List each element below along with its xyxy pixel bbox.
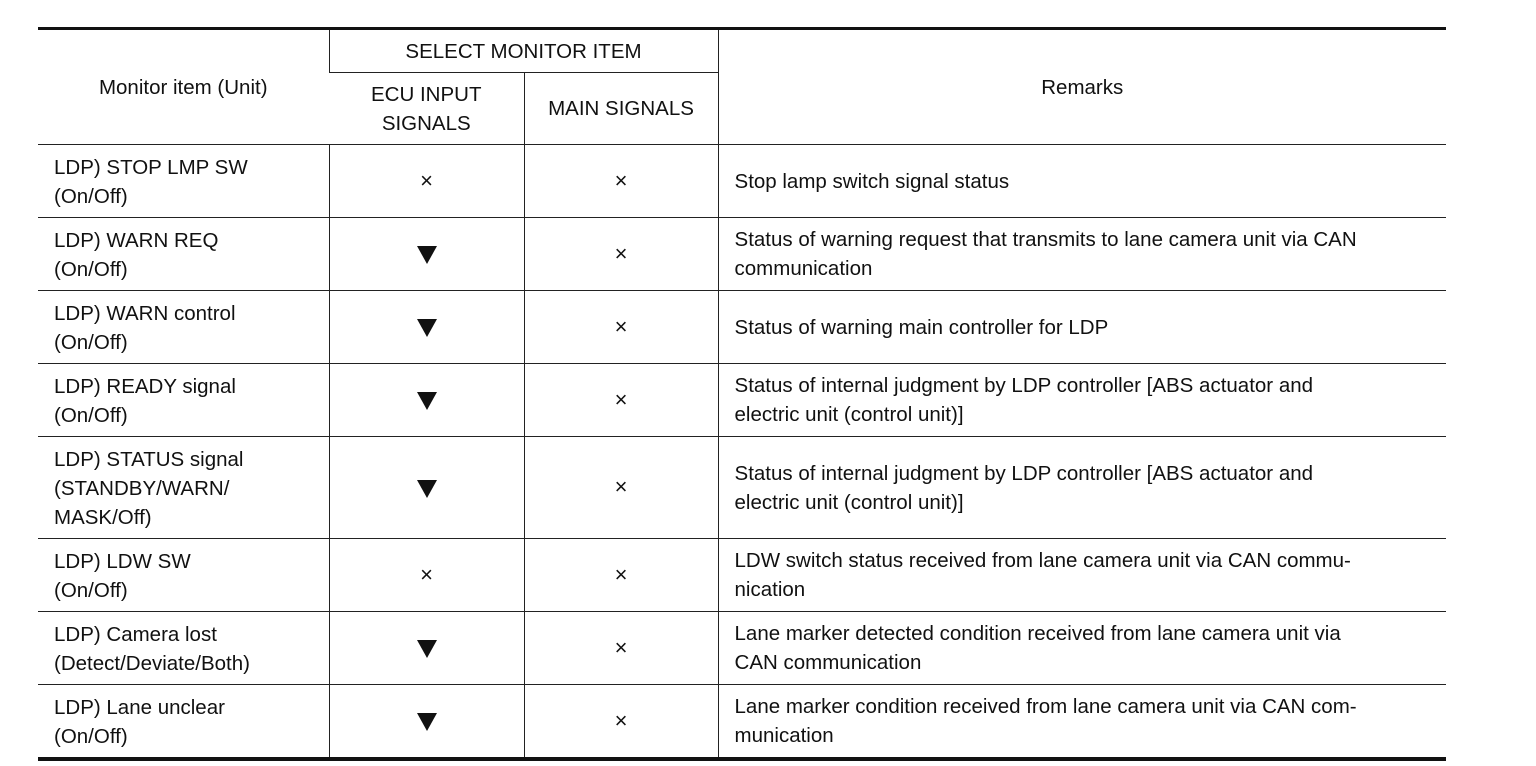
main-signals-cell [524,437,718,539]
monitor-item-text: (On/Off) [54,403,128,427]
monitor-item-text: (STANDBY/WARN/ [54,476,230,500]
main-signals-cell [524,539,718,612]
monitor-item-cell [38,145,329,218]
ecu-input-cell [329,539,524,612]
header-ecu-input-signals [329,73,524,145]
filled-down-triangle-icon [417,640,437,658]
header-select-monitor-item: SELECT MONITOR ITEM [329,29,718,73]
remarks-text: Lane marker detected condition received from lane camera unit via [734,622,1341,645]
main-signals-cell [524,291,718,364]
x-mark-icon: × [420,561,433,587]
remarks-text: Stop lamp switch signal status [734,169,1010,193]
x-mark-icon: × [614,167,628,193]
ecu-input-cell [329,218,524,291]
monitor-item-text: (On/Off) [54,257,128,281]
remarks-text: CAN communication [734,651,922,674]
header-row-1 [38,29,1446,73]
x-mark-icon: × [420,167,433,193]
remarks-text: Lane marker condition received from lane camera unit via CAN com- [734,695,1357,718]
remarks-text: communication [734,257,873,280]
monitor-items-table-container [38,27,1446,761]
filled-down-triangle-icon [417,246,437,264]
remarks-cell [718,364,1446,437]
x-mark-icon: × [614,474,628,499]
remarks-text: Status of warning request that transmits to lane camera unit via CAN [734,228,1357,251]
remarks-text: Status of internal judgment by LDP controller [ABS actuator and [734,461,1314,485]
remarks-cell [718,145,1446,218]
ecu-input-cell [329,612,524,685]
header-remarks: Remarks [718,29,1446,145]
ecu-input-cell [329,364,524,437]
monitor-item-cell [38,437,329,539]
ecu-input-cell [329,685,524,760]
table-row [38,437,1446,539]
remarks-text: Status of warning main controller for LDP [734,315,1109,339]
table-row [38,612,1446,685]
remarks-cell [718,291,1446,364]
remarks-text: electric unit (control unit)] [734,490,964,514]
monitor-items-table [38,27,1446,761]
monitor-item-text: LDP) STATUS signal [54,447,244,471]
ecu-input-cell [329,291,524,364]
table-header [38,29,1446,145]
monitor-item-text: MASK/Off) [54,505,152,529]
main-signals-cell [524,145,718,218]
table-row [38,145,1446,218]
monitor-item-cell [38,612,329,685]
filled-down-triangle-icon [417,713,437,731]
ecu-input-cell [329,437,524,539]
monitor-item-text: (Detect/Deviate/Both) [54,651,250,675]
monitor-item-text: LDP) WARN REQ [54,228,219,252]
monitor-item-text: LDP) Camera lost [54,622,217,646]
monitor-item-cell [38,218,329,291]
x-mark-icon: × [614,561,628,587]
monitor-item-cell [38,364,329,437]
table-row [38,685,1446,760]
main-signals-cell [524,612,718,685]
x-mark-icon: × [614,386,628,412]
main-signals-cell [524,364,718,437]
monitor-item-text: LDP) STOP LMP SW [54,155,248,179]
table-row [38,218,1446,291]
remarks-text: electric unit (control unit)] [734,403,964,426]
filled-down-triangle-icon [417,319,437,337]
monitor-item-text: LDP) READY signal [54,374,236,398]
ecu-input-cell [329,145,524,218]
monitor-item-cell [38,291,329,364]
table-body [38,145,1446,760]
remarks-cell [718,437,1446,539]
remarks-text: munication [734,724,834,747]
x-mark-icon: × [614,240,628,266]
header-main-signals: MAIN SIGNALS [524,73,718,145]
header-monitor-item: Monitor item (Unit) [38,29,329,145]
table-row [38,539,1446,612]
remarks-cell [718,539,1446,612]
main-signals-cell [524,218,718,291]
monitor-item-text: (On/Off) [54,724,128,748]
filled-down-triangle-icon [417,480,437,498]
remarks-text: nication [734,578,806,601]
table-row [38,364,1446,437]
monitor-item-text: (On/Off) [54,330,128,354]
monitor-item-text: LDP) Lane unclear [54,695,225,719]
remarks-cell [718,685,1446,760]
monitor-item-text: LDP) LDW SW [54,549,191,573]
monitor-item-cell [38,685,329,760]
monitor-item-text: (On/Off) [54,184,128,208]
filled-down-triangle-icon [417,392,437,410]
x-mark-icon: × [614,634,628,660]
remarks-text: Status of internal judgment by LDP controller [ABS actuator and [734,374,1314,397]
remarks-text: LDW switch status received from lane camera unit via CAN commu- [734,549,1351,572]
monitor-item-cell [38,539,329,612]
main-signals-cell [524,685,718,760]
header-ecu-input-line1: ECU INPUT [371,82,482,106]
remarks-cell [718,218,1446,291]
remarks-cell [718,612,1446,685]
x-mark-icon: × [614,313,628,339]
header-ecu-input-line2: SIGNALS [381,111,471,135]
monitor-item-text: LDP) WARN control [54,301,236,325]
table-row [38,291,1446,364]
x-mark-icon: × [614,707,628,733]
monitor-item-text: (On/Off) [54,578,128,602]
